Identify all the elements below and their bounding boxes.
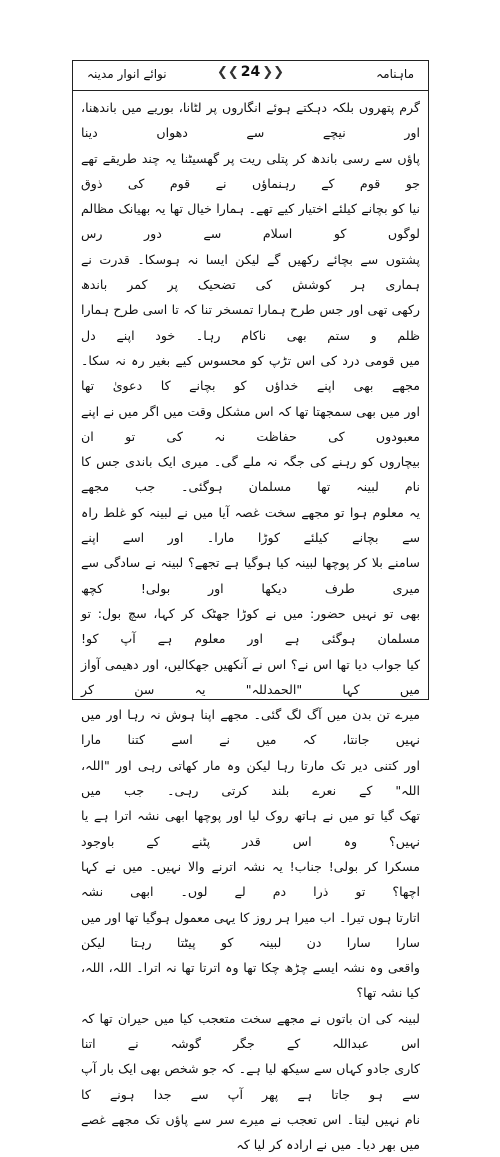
text-line: رکھی تھی اور جس طرح ہمارا تمسخر تنا کہ تا اسی طرح ہمارا ظلم و ستم بھی ناکام رہا۔ خود اپنے دل	[81, 302, 420, 343]
text-line: میں قومی درد کی اس تڑپ کو محسوس کیے بغیر رہ نہ سکا۔ مجھے بھی اپنے خداؤں کو بچانے کا دعویٰ تھا	[81, 352, 420, 394]
page-frame	[72, 60, 429, 1153]
text-line: بیچاروں کو رہنے کی جگہ نہ ملے گی۔ میری ایک باندی جس کا نام لبینہ تھا مسلمان ہوگئی۔ جب مجھے	[81, 454, 420, 495]
ornament-right-icon: ❯❯	[262, 64, 285, 80]
header-title: نوائے انوار مدینہ	[87, 67, 167, 81]
text-line: اتارتا ہوں تیرا۔ اب میرا ہر روز کا یہی معمول ہوگیا تھا اور میں سارا سارا دن لبینہ کو پیٹتا رہتا لیکن	[81, 909, 420, 950]
text-line: گرم پتھروں بلکہ دہکتے ہوئے انگاروں پر لٹانا، بوریے میں باندھنا، اور نیچے سے دھواں دینا	[81, 100, 420, 141]
page-number-value: 24	[240, 64, 261, 80]
text-line: اور کتنی دیر تک مارتا رہا لیکن وہ مار کھاتی رہی اور "اللہ، اللہ" کے نعرے بلند کرتی رہی۔ جب میں	[81, 757, 420, 799]
running-header	[73, 61, 428, 91]
ornament-left-icon: ❮❮	[216, 64, 239, 80]
text-line: کیا جواب دیا تھا اس نے؟ اس نے آنکھیں جھکالیں، اور دھیمی آواز میں کہا "الحمدللہ" یہ سن کر	[81, 656, 420, 697]
text-line: اور میں بھی سمجھتا تھا کہ اس مشکل وقت میں اگر میں نے اپنے معبودوں کی حفاظت نہ کی تو ان	[81, 403, 420, 444]
page-number	[217, 64, 284, 80]
text-line: مسکرا کر بولی! جناب! یہ نشہ اترنے والا نہیں۔ میں نے کہا اچھا؟ تو ذرا دم لے لوں۔ ابھی نشہ	[81, 858, 420, 900]
text-line: تھک گیا تو میں نے ہاتھ روک لیا اور پوچھا ابھی نشہ اترا ہے یا نہیں؟ وہ اس قدر پٹنے کے باوجود	[81, 808, 420, 849]
text-line: نام نہیں لیتا۔ اس تعجب نے میرے سر سے پاؤں تک مجھے غصے میں بھر دیا۔ میں نے ارادہ کر لیا کہ	[81, 1111, 420, 1153]
text-line: کاری جادو کہاں سے سیکھ لیا ہے۔ کہ جو شخص بھی ایک بار آپ سے ہو جاتا ہے پھر آپ سے جدا ہونے کا	[81, 1061, 420, 1102]
text-line: پشتوں سے بچائے رکھیں گے لیکن ایسا نہ ہوسکا۔ قدرت نے ہماری ہر کوشش کی تضحیک پر کمر باندھ	[81, 251, 420, 293]
text-line: لبینہ کی ان باتوں نے مجھے سخت متعجب کیا میں حیران تھا کہ اس عبداللہ کے جگر گوشہ نے اتنا	[81, 1010, 420, 1051]
text-line: نیا کو بچانے کیلئے اختیار کیے تھے۔ ہمارا خیال تھا یہ بھیانک مظالم لوگوں کو اسلام سے دور رس	[81, 201, 420, 242]
text-line: میرے تن بدن میں آگ لگ گئی۔ مجھے اپنا ہوش نہ رہا اور میں نہیں جانتا، کہ میں نے اسے کتنا مارا	[81, 707, 420, 748]
text-line: پاؤں سے رسی باندھ کر پتلی ریت پر گھسیٹنا یہ چند طریقے تھے جو قوم کے رہنماؤں نے قوم کی ذوق	[81, 150, 420, 191]
article-body	[81, 95, 420, 1153]
text-line: واقعی وہ نشہ ایسے چڑھ چکا تھا وہ اترتا تھا نہ اترا۔ اللہ، اللہ، کیا نشہ تھا؟	[81, 960, 420, 1001]
text-line: بھی تو نہیں حضور: میں نے کوڑا جھٹک کر کہا، سچ بول: تو مسلمان ہوگئی ہے اور معلوم ہے آپ کو!	[81, 605, 420, 647]
text-line: سامنے بلا کر پوچھا لبینہ کیا ہوگیا ہے تجھے؟ لبینہ نے سادگی سے میری طرف دیکھا اور بولی! کچھ	[81, 555, 420, 596]
text-line: یہ معلوم ہوا تو مجھے سخت غصہ آیا میں نے لبینہ کو غلط راہ سے بچانے کیلئے کوڑا مارا۔ اور اسے اپنے	[81, 504, 420, 546]
header-magazine: ماہنامہ	[376, 67, 414, 81]
